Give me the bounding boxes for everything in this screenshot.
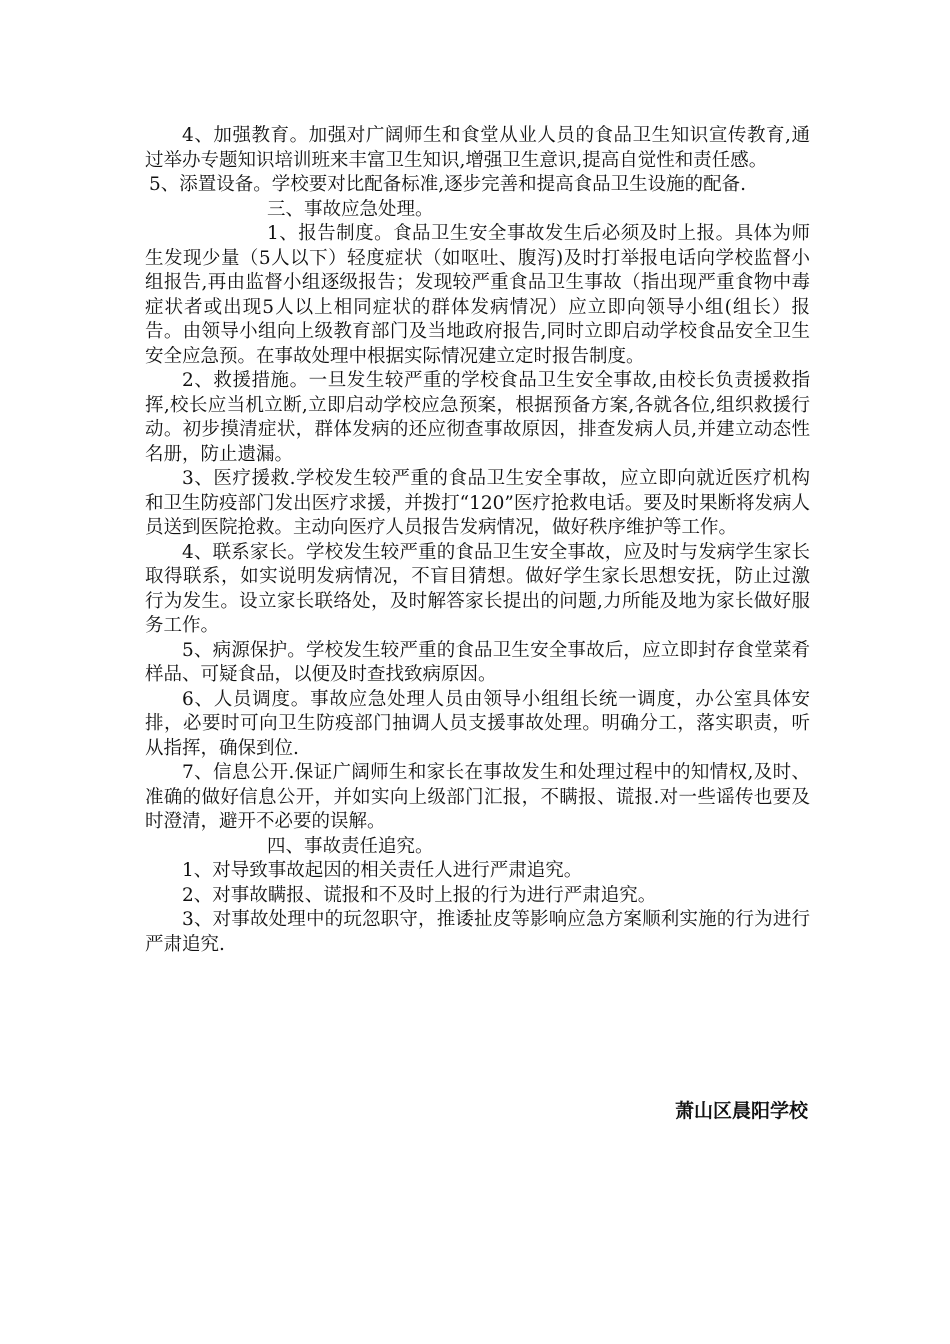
paragraph-source-protection: 5、病源保护。学校发生较严重的食品卫生安全事故后，应立即封存食堂菜肴样品、可疑食品，以便及时查找致病原因。 <box>145 639 810 685</box>
paragraph-accountability-2: 2、对事故瞒报、谎报和不及时上报的行为进行严肃追究。 <box>182 884 657 906</box>
school-signature: 萧山区晨阳学校 <box>674 1100 808 1122</box>
paragraph-rescue: 2、救援措施。一旦发生较严重的学校食品卫生安全事故,由校长负责援救指挥,校长应当机立断,立即启动学校应急预案，根据预备方案,各就各位,组织救援行动。初步摸清症状，群体发病的还应彻查事故原因，排查发病人员,并建立动态性名册，防止遗漏。 <box>145 370 810 465</box>
paragraph-information: 7、信息公开.保证广阔师生和家长在事故发生和处理过程中的知情权,及时、准确的做好信息公开，并如实向上级部门汇报，不瞒报、谎报.对一些谣传也要及时澄清，避开不必要的误解。 <box>145 762 810 832</box>
section-heading-accountability: 四、事故责任追究。 <box>267 835 434 857</box>
paragraph-reporting: 1、报告制度。食品卫生安全事故发生后必须及时上报。具体为师生发现少量（5人以下）轻度症状（如呕吐、腹泻)及时打举报电话向学校监督小组报告,再由监督小组逐级报告；发现较严重食品卫生事故（指出现严重食物中毒症状者或出现5人以上相同症状的群体发病情况）应立即向领导小组(组长）报告。由领导小组向上级教育部门及当地政府报告,同时立即启动学校食品安全卫生安全应急预。在事故处理中根据实际情况建立定时报告制度。 <box>145 223 810 367</box>
paragraph-medical: 3、医疗援救.学校发生较严重的食品卫生安全事故，应立即向就近医疗机构和卫生防疫部门发出医疗求援，并拨打“120”医疗抢救电话。要及时果断将发病人员送到医院抢救。主动向医疗人员报告发病情况，做好秩序维护等工作。 <box>145 468 810 538</box>
section-heading-emergency: 三、事故应急处理。 <box>267 198 434 220</box>
paragraph-accountability-1: 1、对导致事故起因的相关责任人进行严肃追究。 <box>182 860 583 881</box>
paragraph-education: 4、加强教育。加强对广阔师生和食堂从业人员的食品卫生知识宣传教育,通过举办专题知识培训班来丰富卫生知识,增强卫生意识,提高自觉性和责任感。 <box>145 125 810 171</box>
paragraph-parents: 4、联系家长。学校发生较严重的食品卫生安全事故，应及时与发病学生家长取得联系，如实说明发病情况，不盲目猜想。做好学生家长思想安抚，防止过激行为发生。设立家长联络处，及时解答家长提出的问题,力所能及地为家长做好服务工作。 <box>145 541 810 636</box>
paragraph-equipment: 5、添置设备。学校要对比配备标准,逐步完善和提高食品卫生设施的配备. <box>149 174 747 195</box>
paragraph-accountability-3: 3、对事故处理中的玩忽职守，推诿扯皮等影响应急方案顺利实施的行为进行严肃追究. <box>145 909 810 955</box>
document-body <box>145 124 810 957</box>
paragraph-staff-dispatch: 6、人员调度。事故应急处理人员由领导小组组长统一调度，办公室具体安排，必要时可向卫生防疫部门抽调人员支援事故处理。明确分工，落实职责，听从指挥，确保到位. <box>145 688 810 759</box>
